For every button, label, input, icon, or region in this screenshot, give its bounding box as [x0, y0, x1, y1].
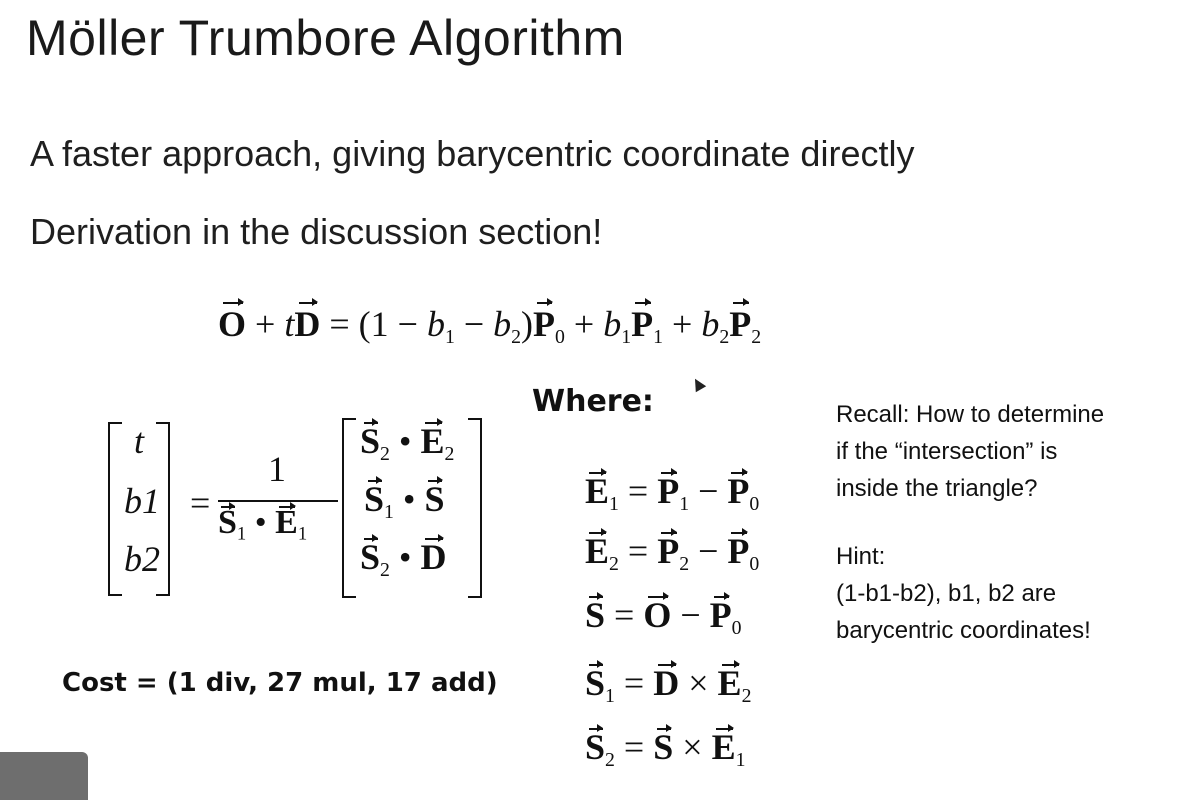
vector-D: D — [420, 537, 447, 577]
matrix-equation — [108, 418, 488, 598]
subscript: 2 — [511, 325, 522, 348]
slide-title: Möller Trumbore Algorithm — [26, 10, 625, 66]
matrix-row-1 — [360, 420, 455, 465]
vector-S: S — [360, 537, 381, 577]
subscript: 1 — [297, 523, 308, 545]
definition-S2 — [585, 726, 746, 771]
where-rhs2: E — [711, 727, 736, 767]
b-variable: b — [493, 304, 512, 344]
subscript: 2 — [609, 552, 619, 575]
where-rhs2: P — [709, 595, 732, 635]
where-rhs: O — [643, 595, 672, 635]
fraction-denominator — [218, 504, 308, 545]
cost-label: Cost = (1 div, 27 mul, 17 add) — [62, 668, 498, 698]
where-rhs: S — [653, 727, 674, 767]
vector-S: S — [360, 421, 381, 461]
hint-line: (1-b1-b2), b1, b2 are — [836, 580, 1057, 607]
left-bracket — [108, 422, 122, 596]
mouse-cursor-icon — [690, 376, 706, 392]
where-rhs2: P — [727, 531, 750, 571]
operator: − — [689, 531, 728, 571]
hint-note — [836, 538, 1091, 649]
equals-sign: = — [605, 595, 644, 635]
vector-D: D — [294, 300, 320, 348]
slide-note: Derivation in the discussion section! — [30, 211, 603, 252]
where-lhs: S — [585, 663, 606, 703]
subscript: 2 — [719, 325, 730, 348]
left-bracket — [342, 418, 356, 598]
hint-line: barycentric coordinates! — [836, 617, 1091, 644]
equals-sign: = — [190, 483, 211, 523]
dot-operator: • — [389, 421, 421, 461]
vector-E: E — [275, 504, 298, 541]
where-lhs: S — [585, 727, 606, 767]
subscript: 0 — [731, 616, 742, 639]
operator: − — [689, 471, 728, 511]
subscript: 1 — [609, 492, 619, 515]
subscript: 2 — [751, 325, 762, 348]
b-variable: b — [603, 304, 622, 344]
plus-sign: + — [564, 304, 604, 344]
equals-term: = (1 − — [320, 304, 427, 344]
where-rhs: P — [657, 471, 680, 511]
vector-E: E — [420, 421, 445, 461]
recall-line: inside the triangle? — [836, 475, 1038, 502]
subscript: 2 — [444, 442, 455, 465]
subscript: 1 — [735, 748, 746, 771]
equals-sign: = — [618, 471, 658, 511]
dot-operator: • — [389, 537, 421, 577]
equals-sign: = — [618, 531, 658, 571]
matrix-row-3 — [360, 536, 447, 581]
vector-P: P — [533, 300, 555, 348]
matrix-row-2 — [364, 478, 445, 523]
fraction-numerator: 1 — [268, 449, 286, 489]
slide-subtitle: A faster approach, giving barycentric coordinate directly — [30, 133, 915, 174]
where-rhs2: E — [717, 663, 742, 703]
where-lhs: S — [585, 595, 606, 635]
where-lhs: E — [585, 531, 610, 571]
where-rhs: P — [657, 531, 680, 571]
subscript: 2 — [741, 684, 752, 707]
close-paren: ) — [521, 304, 534, 344]
definition-E1 — [585, 470, 760, 515]
vector-b2: b2 — [124, 539, 160, 579]
where-label: Where: — [532, 384, 654, 419]
operator: − — [671, 595, 710, 635]
subscript: 1 — [444, 325, 455, 348]
vector-P: P — [729, 300, 751, 348]
b-variable: b — [701, 304, 720, 344]
vector-t: t — [134, 421, 145, 461]
plus-sign: + — [663, 304, 702, 344]
subscript: 2 — [605, 748, 615, 771]
where-rhs: D — [653, 663, 680, 703]
subscript: 1 — [236, 523, 247, 545]
vector-P: P — [631, 300, 653, 348]
recall-line: if the “intersection” is — [836, 438, 1058, 465]
where-lhs: E — [585, 471, 610, 511]
operator: × — [679, 663, 718, 703]
vector-S: S — [364, 479, 385, 519]
t-variable: t — [284, 304, 295, 344]
subscript: 1 — [679, 492, 690, 515]
subscript: 1 — [605, 684, 615, 707]
fraction-bar — [218, 500, 338, 502]
b-variable: b — [426, 304, 445, 344]
subscript: 1 — [653, 325, 664, 348]
equals-sign: = — [614, 663, 654, 703]
vector-S: S — [218, 504, 237, 541]
definition-S1 — [585, 662, 752, 707]
video-overlay-box — [0, 752, 88, 800]
definition-S — [585, 594, 742, 639]
dot-operator: • — [393, 479, 425, 519]
minus-sign: − — [454, 304, 494, 344]
subscript: 2 — [380, 558, 390, 581]
where-rhs2: P — [727, 471, 750, 511]
subscript: 2 — [679, 552, 690, 575]
plus-sign: + — [246, 304, 285, 344]
right-bracket — [468, 418, 482, 598]
main-equation — [218, 300, 761, 348]
vector-S: S — [424, 479, 445, 519]
subscript: 1 — [384, 500, 394, 523]
vector-b1: b1 — [124, 481, 160, 521]
subscript: 0 — [749, 552, 760, 575]
subscript: 1 — [621, 325, 632, 348]
equals-sign: = — [614, 727, 654, 767]
recall-note — [836, 396, 1104, 507]
vector-O: O — [218, 300, 246, 348]
subscript: 2 — [380, 442, 390, 465]
dot-operator: • — [246, 504, 276, 541]
subscript: 0 — [555, 325, 565, 348]
recall-line: Recall: How to determine — [836, 401, 1105, 428]
definition-E2 — [585, 530, 760, 575]
subscript: 0 — [749, 492, 760, 515]
hint-line: Hint: — [836, 543, 886, 570]
operator: × — [673, 727, 712, 767]
